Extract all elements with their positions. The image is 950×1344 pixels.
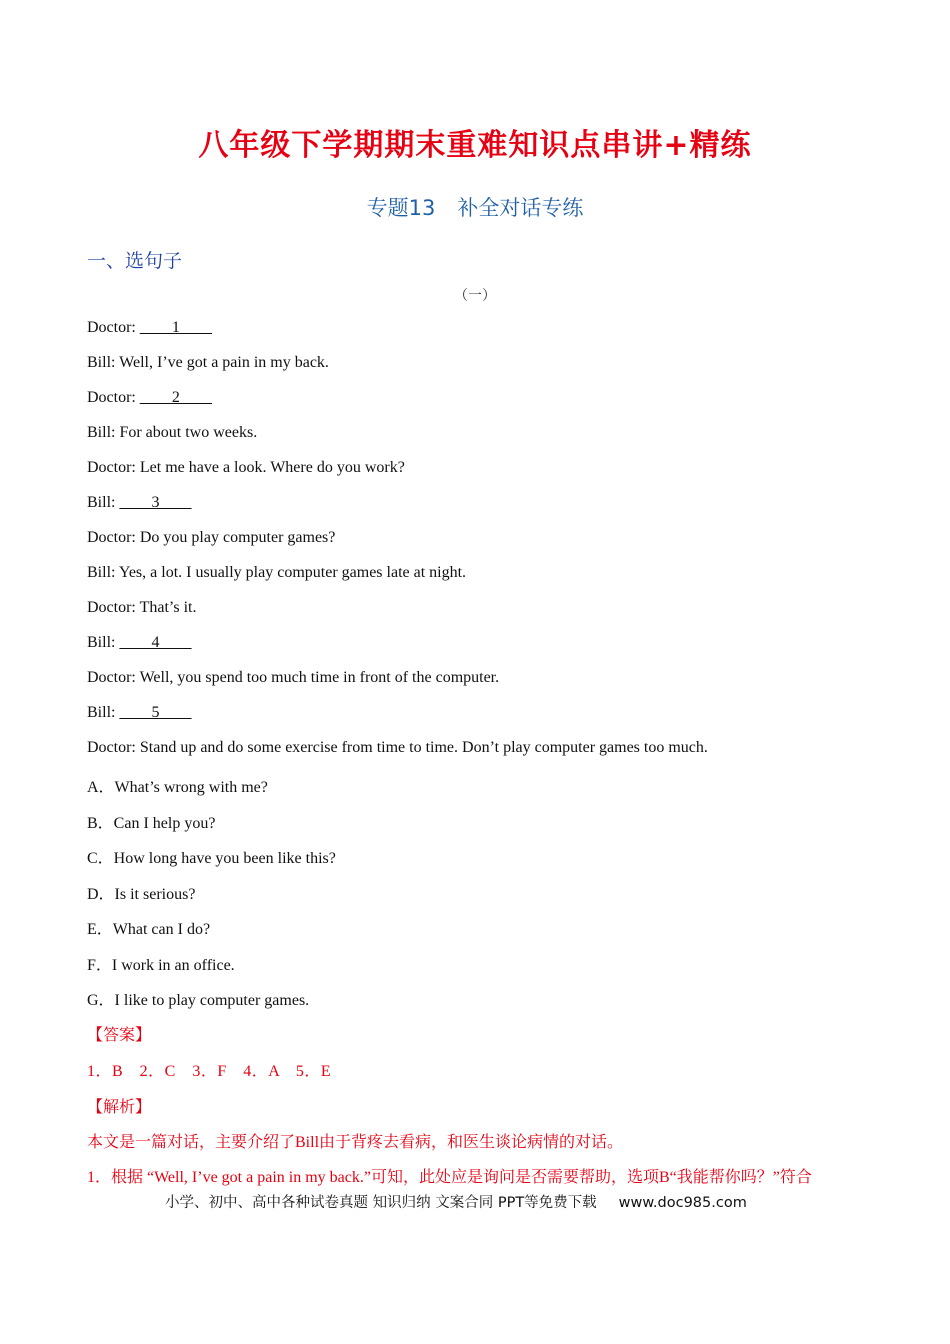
speaker: Bill: bbox=[87, 354, 116, 371]
option-item: E．What can I do? bbox=[87, 921, 211, 938]
speaker: Doctor: bbox=[87, 319, 136, 336]
speaker: Bill: bbox=[87, 704, 116, 721]
analysis-label: 【解析】 bbox=[87, 1099, 152, 1116]
option-item: A．What’s wrong with me? bbox=[87, 779, 268, 796]
document-subtitle bbox=[0, 192, 950, 222]
footer-text: 小学、初中、高中各种试卷真题 知识归纳 文案合同 PPT等免费下载 bbox=[165, 1195, 597, 1211]
dialogue-line bbox=[87, 669, 499, 687]
topic-number: 专题13 bbox=[366, 196, 436, 220]
utterance: Yes, a lot. I usually play computer games late at night. bbox=[118, 564, 467, 581]
analysis-intro: 本文是一篇对话，主要介绍了Bill由于背疼去看病，和医生谈论病情的对话。 bbox=[87, 1134, 624, 1151]
footer bbox=[165, 1191, 747, 1212]
speaker: Doctor: bbox=[87, 529, 136, 546]
option-item: D．Is it serious? bbox=[87, 885, 196, 903]
analysis-item-1: 1．根据 “Well, I’ve got a pain in my back.”可知，此处应是询问是否需要帮助，选项B“我能帮你吗？”符合 bbox=[87, 1169, 812, 1186]
dialogue-line bbox=[87, 389, 212, 407]
section-heading: 一、选句子 bbox=[87, 250, 183, 272]
option-item: C．How long have you been like this? bbox=[87, 850, 336, 867]
dialogue-line bbox=[87, 459, 405, 477]
utterance: Well, I’ve got a pain in my back. bbox=[119, 354, 329, 371]
speaker: Doctor: bbox=[87, 599, 136, 616]
utterance: Well, you spend too much time in front of the computer. bbox=[139, 669, 500, 686]
speaker: Doctor: bbox=[87, 739, 136, 756]
dialogue-line bbox=[87, 354, 329, 372]
option-item: B．Can I help you? bbox=[87, 814, 216, 832]
speaker: Doctor: bbox=[87, 459, 136, 476]
option-item: G．I like to play computer games. bbox=[87, 992, 310, 1009]
dialogue-line bbox=[87, 564, 466, 582]
dialogue-line bbox=[87, 494, 191, 512]
speaker: Bill: bbox=[87, 494, 116, 511]
answer-key: 1．B 2．C 3．F 4．A 5．E bbox=[87, 1063, 332, 1080]
utterance: That’s it. bbox=[139, 599, 197, 616]
part-label: （一） bbox=[454, 289, 496, 304]
dialogue-line bbox=[87, 704, 191, 722]
topic-name: 补全对话专练 bbox=[457, 196, 584, 220]
dialogue-line bbox=[87, 634, 191, 652]
dialogue-line bbox=[87, 599, 196, 617]
dialogue-line bbox=[87, 424, 257, 442]
dialogue-line bbox=[87, 529, 335, 547]
utterance: Stand up and do some exercise from time to time. Don’t play computer games too much. bbox=[139, 739, 708, 756]
speaker: Bill: bbox=[87, 564, 116, 581]
speaker: Bill: bbox=[87, 424, 116, 441]
answer-blank: ____2____ bbox=[139, 389, 212, 406]
footer-url[interactable]: www.doc985.com bbox=[618, 1195, 747, 1211]
answer-label: 【答案】 bbox=[87, 1027, 152, 1044]
answer-blank: ____1____ bbox=[139, 319, 212, 336]
speaker: Bill: bbox=[87, 634, 116, 651]
answer-blank: ____5____ bbox=[119, 704, 192, 721]
document-title: 八年级下学期期末重难知识点串讲+精练 bbox=[198, 128, 752, 163]
answer-blank: ____4____ bbox=[119, 634, 192, 651]
utterance: For about two weeks. bbox=[119, 424, 258, 441]
speaker: Doctor: bbox=[87, 389, 136, 406]
utterance: Do you play computer games? bbox=[139, 529, 336, 546]
dialogue-line bbox=[87, 319, 212, 337]
speaker: Doctor: bbox=[87, 669, 136, 686]
utterance: Let me have a look. Where do you work? bbox=[139, 459, 405, 476]
option-item: F．I work in an office. bbox=[87, 956, 235, 974]
answer-blank: ____3____ bbox=[119, 494, 192, 511]
dialogue-line bbox=[87, 739, 708, 757]
